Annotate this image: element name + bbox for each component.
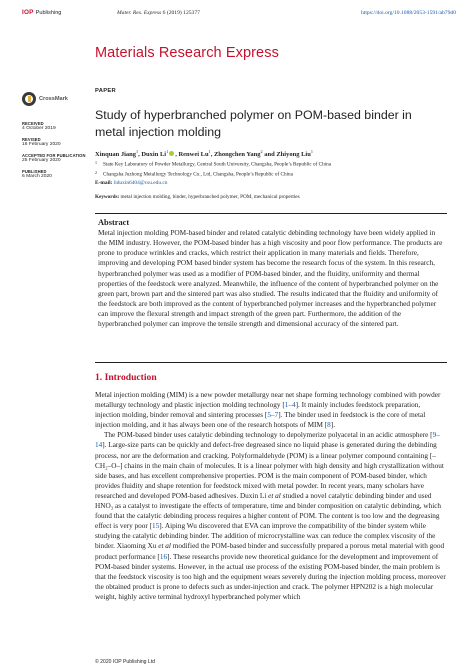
author-name[interactable]: Xinquan Jiang bbox=[95, 151, 137, 159]
article-history bbox=[22, 121, 88, 185]
author-name[interactable]: Renwei Lu bbox=[178, 151, 209, 159]
affil-marker: 1 bbox=[136, 149, 139, 154]
abstract-heading: Abstract bbox=[98, 218, 130, 227]
email-link[interactable]: liduxin6404@csu.edu.cn bbox=[113, 180, 168, 186]
keywords bbox=[95, 194, 300, 200]
et-al: et al bbox=[158, 542, 171, 551]
affiliation-item bbox=[95, 169, 445, 179]
text-run: Metal injection molding (MIM) is a new powder metallurgy near net shape forming technology combined with powder metallurgy technology and plastic injection molding technology [ bbox=[95, 391, 441, 410]
author-name[interactable]: Zhiyong Liu bbox=[276, 151, 311, 159]
et-al: et al bbox=[268, 491, 281, 500]
affiliation-number: 2 bbox=[95, 169, 97, 175]
history-date: 6 March 2020 bbox=[22, 174, 52, 179]
introduction-body bbox=[95, 390, 447, 602]
author-name[interactable]: Duxin Li bbox=[141, 151, 167, 159]
copyright-notice: © 2020 IOP Publishing Ltd bbox=[95, 659, 156, 665]
keywords-text: metal injection molding, binder, hyperbranched polymer, POM, mechanical properties bbox=[120, 194, 300, 200]
text-run: studied a novel catalytic debinding binder and used HNO₃ as a catalyst to investigate the effects of temperature, time and binder composition on catalytic debinding, which found that the catalytic debinding process requires a higher content of POM. The content is too low and the degreasing effect is very poor [ bbox=[95, 491, 442, 531]
abstract-text: Metal injection molding POM-based binder and related catalytic debinding technology have been widely applied in the MIM industry. However, the POM-based binder has a high viscosity and poor flow performance. The products are prone to produce wrinkles and cracks, which restrict their application in many materials and fields. Therefore, improving and developing POM based binder system has become the research focus of the system. In this research, hyperbranched polymer was used as a modifier of POM-based binder, and the fluidity, uniformity and thermal properties of the feedstock were analyzed. Meanwhile, the influence of the content of hyperbranched polymer on the green part, brown part and the sintered part was also studied. The results indicated that the fluidity and uniformity of the feedstock are both improved as the content of hyperbranched polymer increases and the hyperbranched polymer can improve the flexural strength and impact strength of the green part. Furthermore, the addition of the hyperbranched polymer can improve the tensile strength and dimensional accuracy of the sintered part. bbox=[98, 228, 443, 329]
affil-marker: 1 bbox=[166, 149, 169, 154]
paragraph bbox=[95, 430, 447, 602]
citation-link[interactable]: 8 bbox=[327, 421, 331, 430]
affil-marker: 1 bbox=[310, 149, 313, 154]
text-run: ]. It mainly includes feedstock preparation, injection molding, binder removal and sintering processes [ bbox=[95, 401, 421, 420]
history-label: REVISED bbox=[22, 137, 41, 142]
citation-link[interactable]: 5–7 bbox=[267, 411, 279, 420]
affiliation-item bbox=[95, 159, 445, 169]
history-label: RECEIVED bbox=[22, 121, 44, 126]
running-header bbox=[22, 7, 456, 19]
abstract-box bbox=[95, 213, 447, 363]
keywords-label: Keywords: bbox=[95, 194, 120, 200]
text-run: The POM-based binder uses catalytic debinding technology to depolymerize polyacetal in an acidic atmosphere [ bbox=[104, 431, 433, 440]
history-received bbox=[22, 121, 88, 132]
email-label: E-mail: bbox=[95, 180, 113, 186]
citation-link[interactable]: 9–14 bbox=[95, 431, 440, 450]
history-label: PUBLISHED bbox=[22, 169, 47, 174]
affiliation-number: 1 bbox=[95, 160, 97, 165]
affiliation-text: State Key Laboratory of Powder Metallurgy, Central South University, Changsha, People’s Republic of China bbox=[103, 161, 332, 168]
crossmark-label: CrossMark bbox=[39, 96, 68, 102]
text-run: ]. These researchs provide new theoretical guidance for the development and improvement of POM-based binder systems. However, in the actual use process of the existing POM-based binder, the main problem is that the feedstock viscosity is too high and the equipment wears severely during the injection molding process, moreover the obtained product is prone to defects such as under-injection and crack. The polymer HPN202 is a high molecular weight, highly active terminal hydroxyl hyperbranched polymer which bbox=[95, 552, 446, 601]
journal-abbrev: Mater. Res. Express bbox=[117, 10, 162, 16]
orcid-icon[interactable] bbox=[169, 151, 174, 156]
publisher-logo[interactable] bbox=[22, 7, 61, 19]
crossmark-icon bbox=[22, 92, 36, 106]
affiliation-text: Changsha Juzhong Metallurgy Technology Co., Ltd, Changsha, People’s Republic of China bbox=[103, 171, 293, 178]
article-title: Study of hyperbranched polymer on POM-based binder in metal injection molding bbox=[95, 108, 412, 139]
history-date: 4 October 2019 bbox=[22, 126, 56, 131]
text-run: modified the POM-based binder and successfully prepared a porous metal material with good product performance [ bbox=[95, 542, 445, 561]
affil-marker: 2 bbox=[260, 149, 263, 154]
author-list: Xinquan Jiang$^1$, Duxin Li$^1$ , Renwei Lu$^1$, Zhongchen Yang$^2$ and Zhiyong Liu$^1$ bbox=[95, 149, 313, 159]
doi-link[interactable]: https://doi.org/10.1088/2053-1591/ab79d0 bbox=[361, 10, 456, 16]
citation-link[interactable]: 16 bbox=[159, 552, 168, 561]
volume-pages: 6 (2019) 125377 bbox=[162, 10, 200, 16]
history-accepted bbox=[22, 153, 88, 164]
citation-link[interactable]: 1–4 bbox=[284, 401, 296, 410]
publisher-mark: IOP bbox=[22, 9, 34, 16]
paper-type: PAPER bbox=[95, 88, 117, 94]
text-run: ]. The binder used in feedstock is the core of metal injection molding, and it has always been one of the research hotspots of MIM [ bbox=[95, 411, 426, 430]
crossmark-button[interactable] bbox=[22, 92, 68, 106]
author-name[interactable]: Zhongchen Yang bbox=[213, 151, 261, 159]
paragraph bbox=[95, 390, 447, 430]
publisher-word: Publishing bbox=[35, 10, 62, 16]
text-run: ]. Aiping Wu discovered that EVA can improve the compatibility of the binder system while studying the catalytic debinding binder. The addition of microcrystalline wax can reduce the complex viscosity of the binder. Xiaoming Xu bbox=[95, 522, 436, 551]
history-published bbox=[22, 169, 88, 180]
history-revised bbox=[22, 137, 88, 148]
history-date: 16 February 2020 bbox=[22, 142, 61, 147]
affil-marker: 1 bbox=[208, 149, 211, 154]
citation-link[interactable]: 15 bbox=[152, 522, 160, 531]
journal-citation bbox=[117, 7, 200, 19]
section-heading-introduction: 1. Introduction bbox=[95, 372, 157, 383]
text-run: ]. bbox=[330, 421, 336, 430]
affiliations bbox=[95, 159, 445, 179]
history-date: 25 February 2020 bbox=[22, 158, 61, 163]
journal-title[interactable]: Materials Research Express bbox=[95, 45, 279, 61]
history-label: ACCEPTED FOR PUBLICATION bbox=[22, 153, 86, 158]
corresponding-email bbox=[95, 180, 168, 186]
text-run: ]. Large-size parts can be quickly and defect-free degreased since no liquid phase is generated during the debinding process, nor are the deformation and cracking. Polyformaldehyde (POM) is a linear polymer compound containing [–CH₂–O–] chains in the main chain of molecules. It is a linear polymer with high density and high crystallization without side bases, and has excellent comprehensive properties. POM is the main component of POM-based binder, which provides fluidity and shape retention for feedstock mixed with metal powder. In recent years, many scholars have researched and developed POM-based adhesives. Duxin Li bbox=[95, 441, 444, 500]
